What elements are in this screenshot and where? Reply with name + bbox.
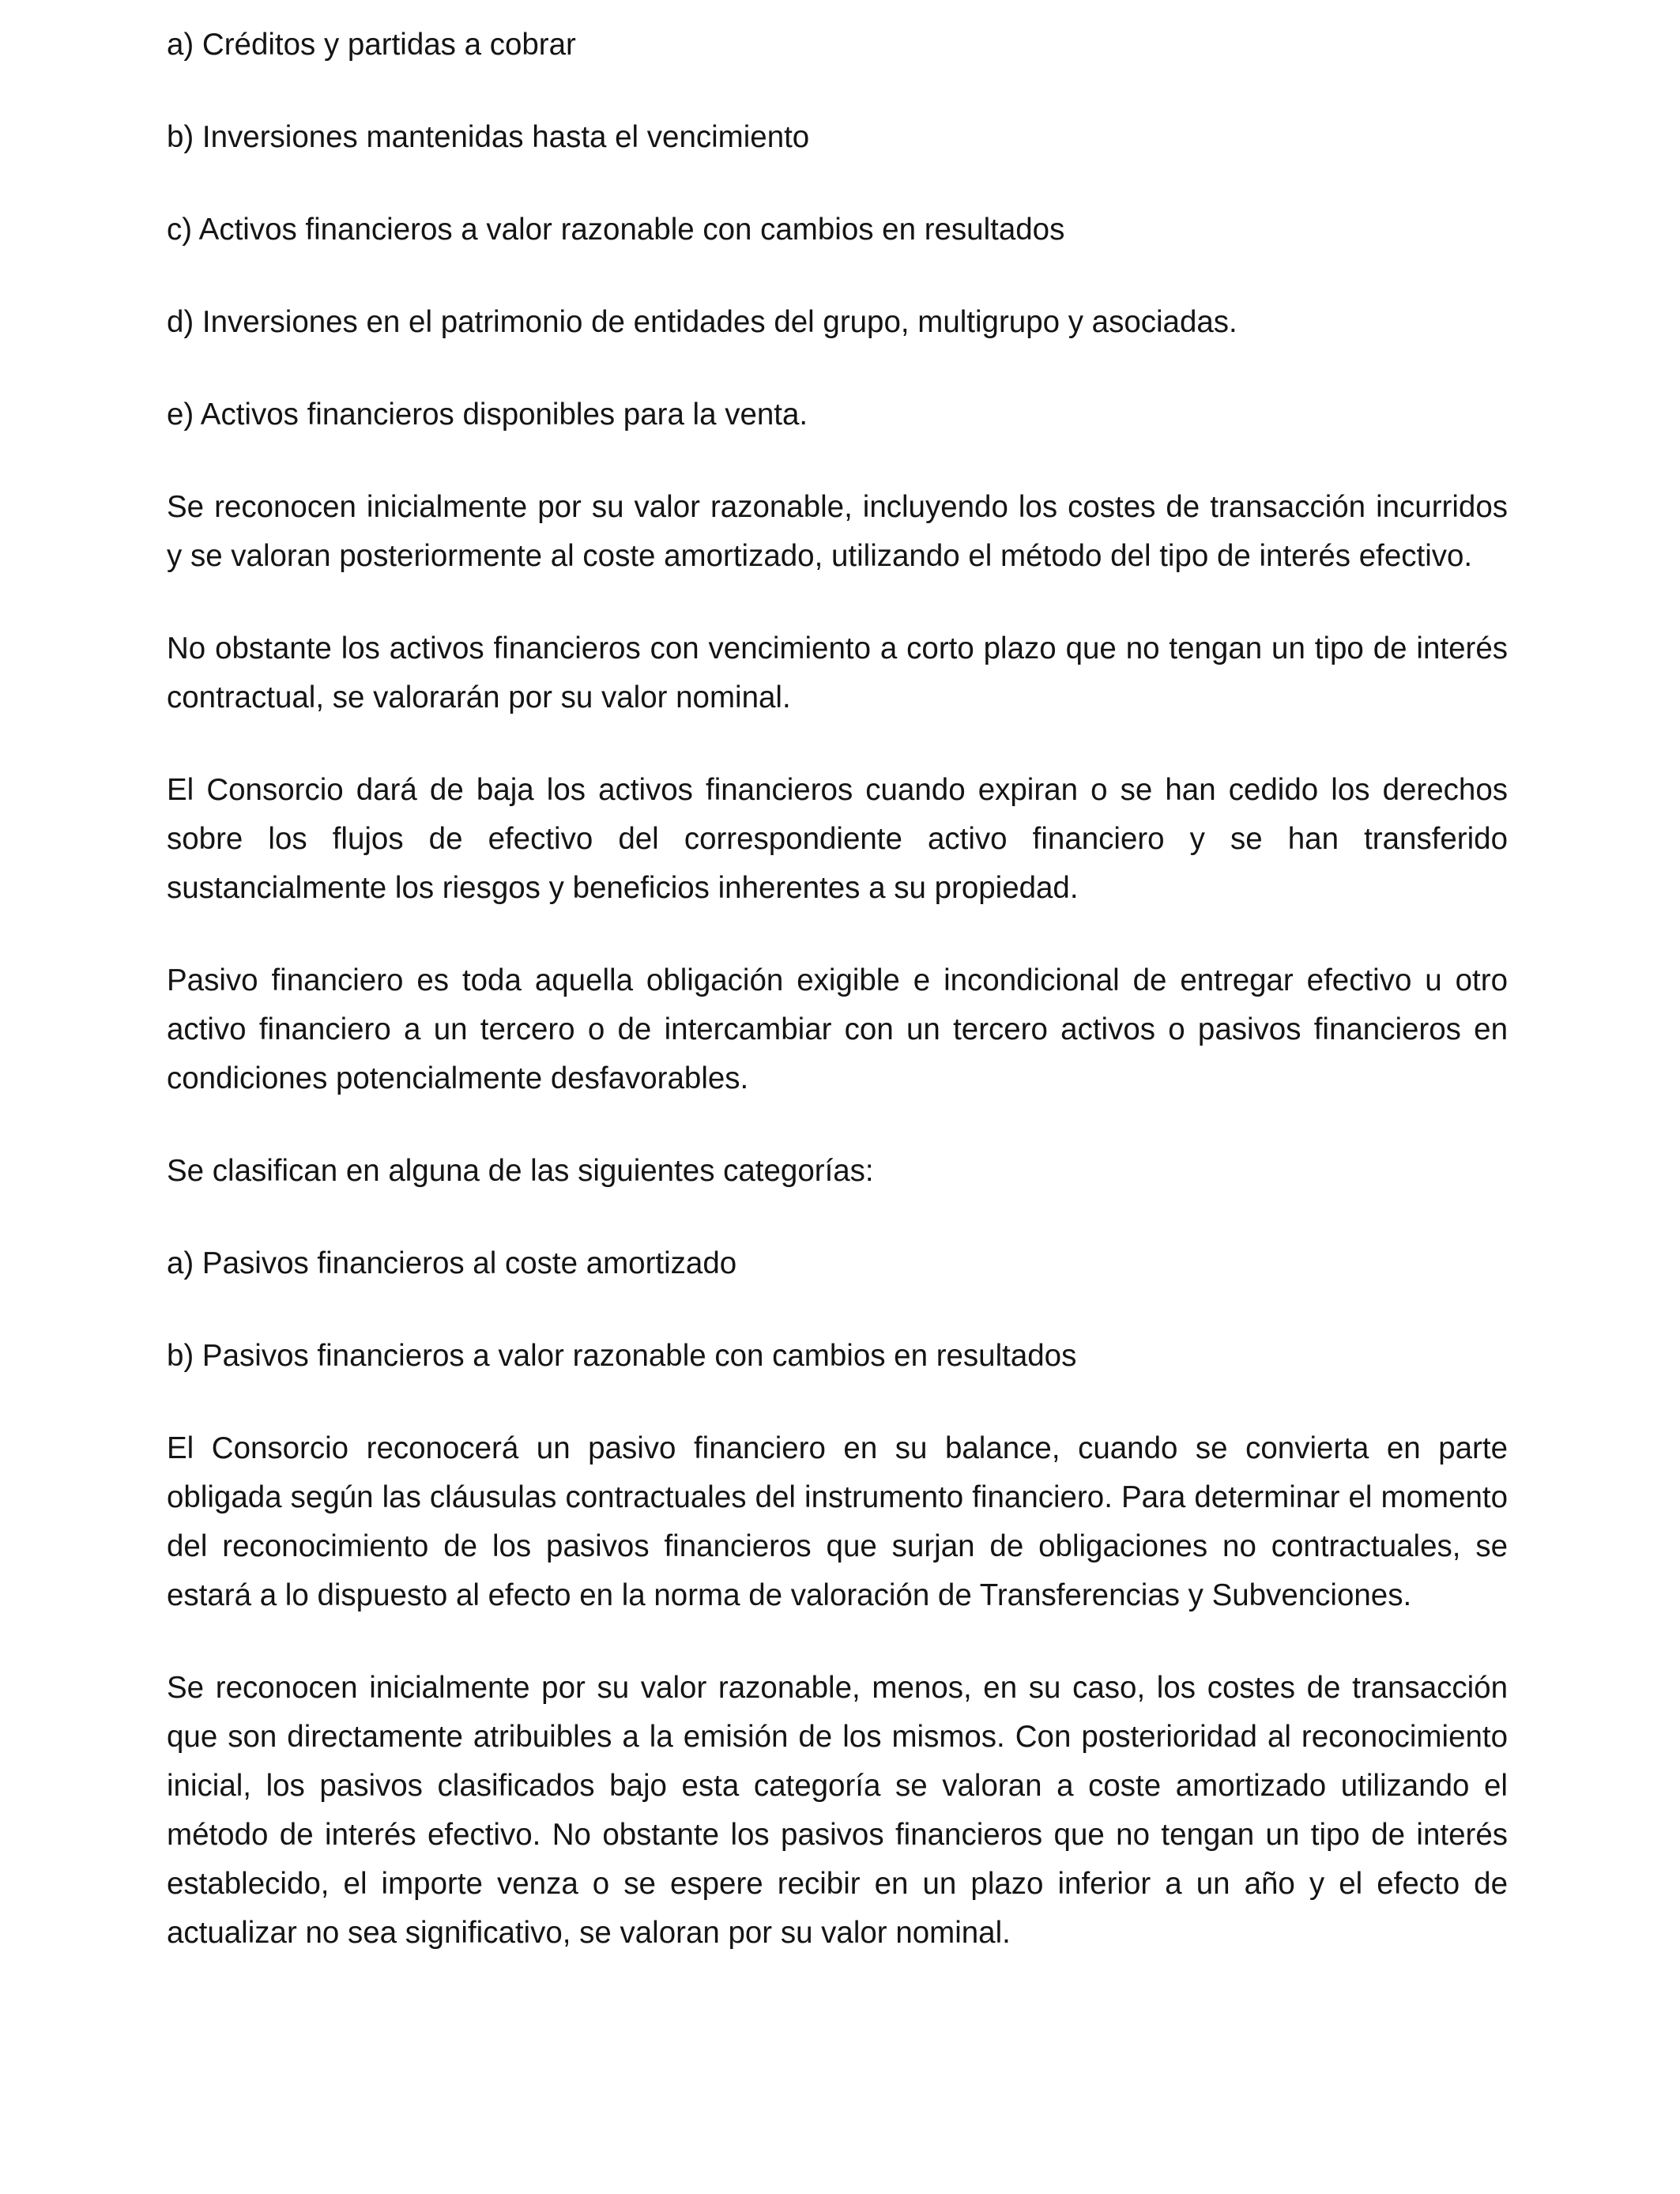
paragraph-reconocimiento-pasivos: El Consorcio reconocerá un pasivo financiero en su balance, cuando se convierta en parte obligada según las cláusulas contractuales del instrumento financiero. Para determinar el momento del reconocimiento de los pasivos financieros que surjan de obligaciones no contractuales, se estará a lo dispuesto al efecto en la norma de valoración de Transferencias y Subvenciones.: [167, 1431, 1508, 1612]
list-item-activos-valor-razonable: c) Activos financieros a valor razonable con cambios en resultados: [167, 213, 1065, 247]
categories-intro: Se clasifican en alguna de las siguientes categorías:: [167, 1154, 874, 1188]
paragraph-pasivo-definicion: Pasivo financiero es toda aquella obligación exigible e incondicional de entregar efectivo u otro activo financiero a un tercero o de intercambiar con un tercero activos o pasivos financieros en condiciones potencialmente desfavorables.: [167, 963, 1508, 1095]
list-item-pasivos-coste: a) Pasivos financieros al coste amortizado: [167, 1246, 737, 1280]
list-item-creditos: a) Créditos y partidas a cobrar: [167, 28, 576, 62]
list-item-inversiones-vencimiento: b) Inversiones mantenidas hasta el vencimiento: [167, 120, 810, 154]
paragraph-valoracion-pasivos: Se reconocen inicialmente por su valor razonable, menos, en su caso, los costes de transacción que son directamente atribuibles a la emisión de los mismos. Con posterioridad al reconocimiento inicial, los pasivos clasificados bajo esta categoría se valoran a coste amortizado utilizando el método de interés efectivo. No obstante los pasivos financieros que no tengan un tipo de interés establecido, el importe venza o se espere recibir en un plazo inferior a un año y el efecto de actualizar no sea significativo, se valoran por su valor nominal.: [167, 1671, 1508, 1950]
list-item-inversiones-patrimonio: d) Inversiones en el patrimonio de entidades del grupo, multigrupo y asociadas.: [167, 305, 1237, 339]
paragraph-baja-activos: El Consorcio dará de baja los activos financieros cuando expiran o se han cedido los derechos sobre los flujos de efectivo del correspondiente activo financiero y se han transferido sustancialmente los riesgos y beneficios inherentes a su propiedad.: [167, 773, 1508, 905]
paragraph-corto-plazo: No obstante los activos financieros con vencimiento a corto plazo que no tengan un tipo de interés contractual, se valorarán por su valor nominal.: [167, 631, 1508, 714]
paragraph-reconocimiento-activos: Se reconocen inicialmente por su valor razonable, incluyendo los costes de transacción incurridos y se valoran posteriormente al coste amortizado, utilizando el método del tipo de interés efectivo.: [167, 490, 1508, 573]
list-item-activos-disponibles: e) Activos financieros disponibles para la venta.: [167, 398, 808, 432]
document-page: [167, 21, 1508, 2001]
list-item-pasivos-valor-razonable: b) Pasivos financieros a valor razonable con cambios en resultados: [167, 1339, 1077, 1373]
